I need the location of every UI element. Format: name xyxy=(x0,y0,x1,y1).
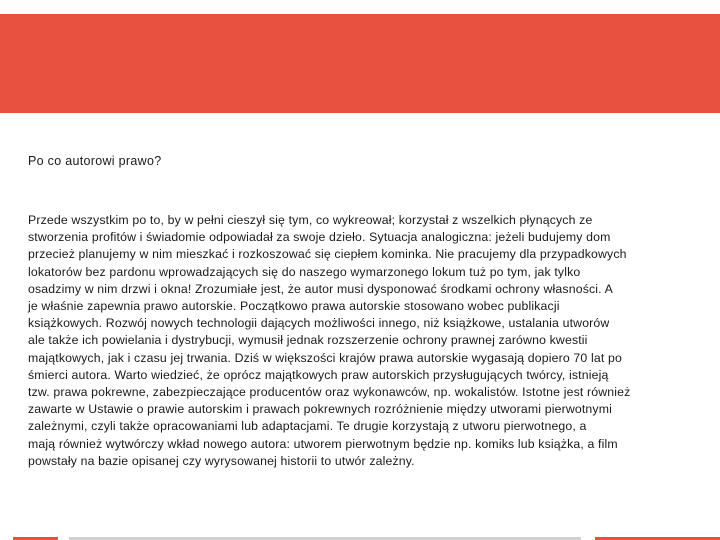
body-line: je właśnie zapewnia prawo autorskie. Początkowo prawa autorskie stosowano wobec publikacji xyxy=(28,299,560,314)
slide-body-text xyxy=(28,212,720,470)
top-margin-strip xyxy=(0,0,720,14)
body-line: przecież planujemy w nim mieszkać i rozkoszować się ciepłem kominka. Nie pracujemy dla przypadkowych xyxy=(28,247,627,262)
body-line: zależnymi, czyli także opracowaniami lub adaptacjami. Te drugie korzystają z utworu pierwotnego, a xyxy=(28,419,587,434)
body-line: powstały na bazie opisanej czy wyrysowanej historii to utwór zależny. xyxy=(28,453,415,468)
body-line: książkowych. Rozwój nowych technologii dających możliwości innego, niż książkowe, ustalania utworów xyxy=(28,316,610,331)
slide-question: Po co autorowi prawo? xyxy=(28,154,162,168)
body-line: zawarte w Ustawie o prawie autorskim i prawach pokrewnych rozróżnienie między utworami pierwotnymi xyxy=(28,402,612,417)
body-line: lokatorów bez pardonu wprowadzających się do naszego wymarzonego lokum tuż po tym, jak tylko xyxy=(28,264,581,279)
body-line: mają również wytwórczy wkład nowego autora: utworem pierwotnym będzie np. komiks lub książka, a film xyxy=(28,436,618,451)
body-line: majątkowych, jak i czasu jej trwania. Dziś w większości krajów prawa autorskie wygasają dopiero 70 lat po xyxy=(28,350,622,365)
body-line: tzw. prawa pokrewne, zabezpieczające producentów oraz wykonawców, np. wokalistów. Istotne jest również xyxy=(28,385,631,400)
body-line: Przede wszystkim po to, by w pełni cieszył się tym, co wykreował; korzystał z wszelkich płynących ze xyxy=(28,213,593,227)
body-line: osadzimy w nim drzwi i okna! Zrozumiałe jest, że autor musi dysponować środkami ochrony własności. A xyxy=(28,281,613,296)
body-line: śmierci autora. Warto wiedzieć, że oprócz majątkowych praw autorskich przysługujących twórcy, istnieją xyxy=(28,367,609,382)
body-line: stworzenia profitów i świadomie odpowiadał za swoje dzieło. Sytuacja analogiczna: jeżeli budujemy dom xyxy=(28,230,611,245)
header-banner xyxy=(0,14,720,113)
body-line: ale także ich powielania i dystrybucji, wymusił jednak rozszerzenie ochrony prawnej zarówno kwestii xyxy=(28,333,588,348)
